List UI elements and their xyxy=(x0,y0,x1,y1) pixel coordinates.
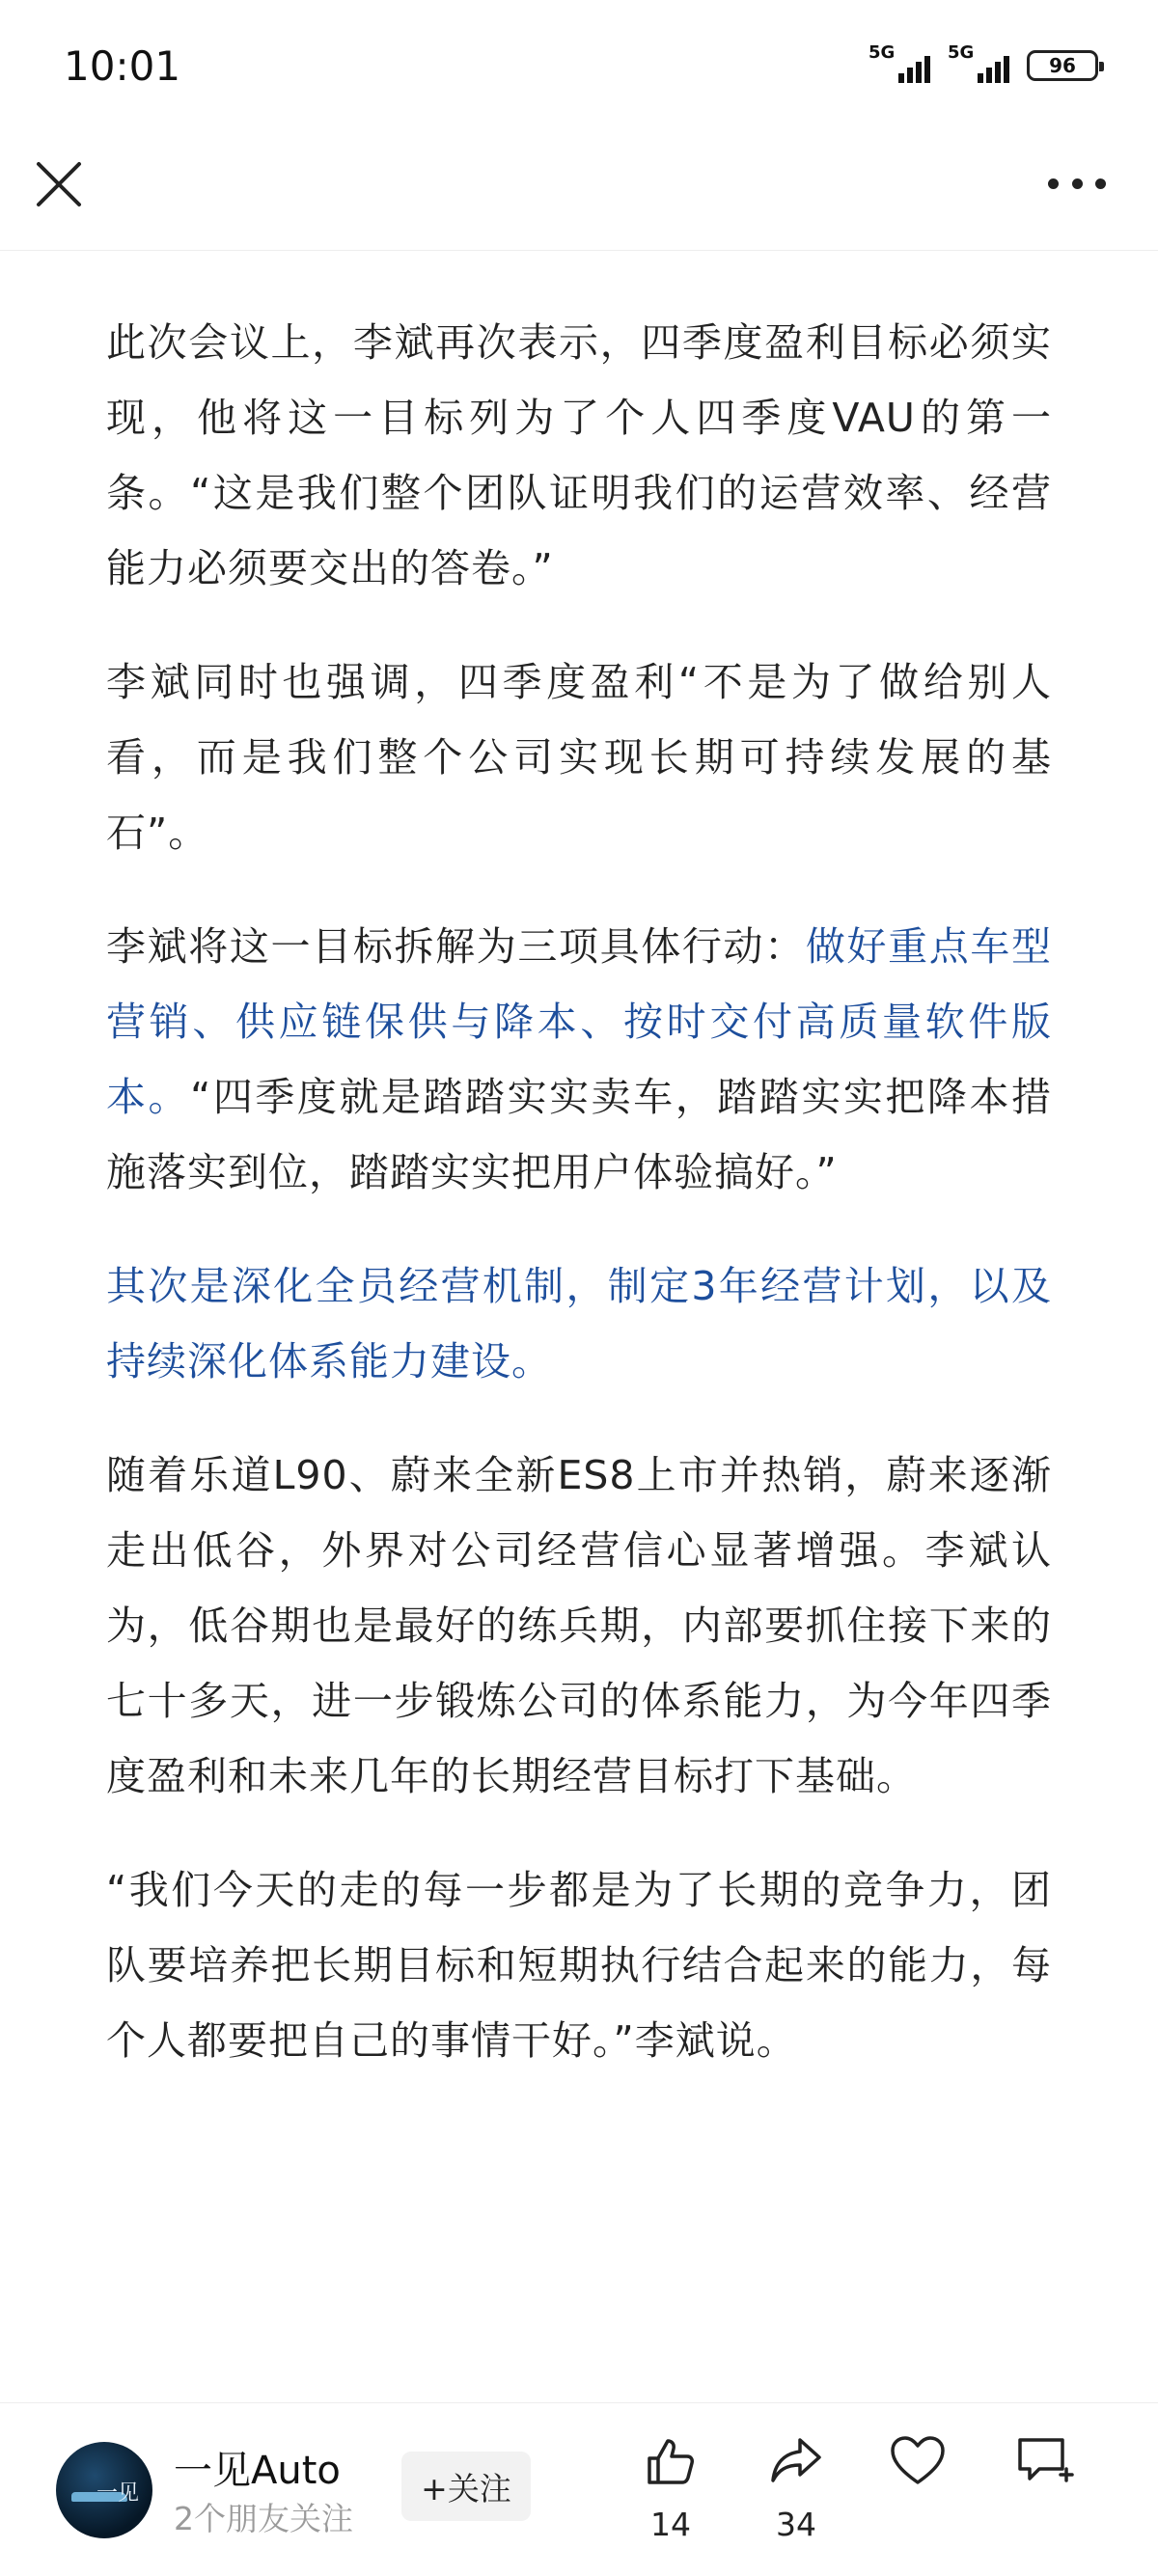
paragraph-3-intro: 李斌将这一目标拆解为三项具体行动： xyxy=(106,923,806,970)
signal-sim2-icon xyxy=(948,42,1009,85)
favorite-button[interactable] xyxy=(874,2432,961,2558)
paragraph-3-highlight: 做好重点车型营销、供应链保供与降本、按时交付高质量软件版本。 xyxy=(106,923,1053,1120)
follow-button[interactable]: +关注 xyxy=(401,2452,531,2521)
sim1-network-label: 5G xyxy=(868,42,896,63)
avatar-text: 一见 xyxy=(96,2481,139,2506)
article-paragraph-6: “我们今天的走的每一步都是为了长期的竞争力，团队要培养把长期目标和短期执行结合起来的能力，每个人都要把自己的事情干好。”李斌说。 xyxy=(106,1867,1052,2064)
author-avatar[interactable] xyxy=(56,2442,152,2538)
share-button[interactable] xyxy=(753,2432,840,2558)
comment-button[interactable] xyxy=(1000,2432,1087,2558)
article-paragraph-5: 随着乐道L90、蔚来全新ES8上市并热销，蔚来逐渐走出低谷，外界对公司经营信心显著增强。李斌认为，低谷期也是最好的练兵期，内部要抓住接下来的七十多天，进一步锻炼公司的体系能力，为今年四季度盈利和未来几年的长期经营目标打下基础。 xyxy=(106,1452,1052,1799)
favorite-count-partial xyxy=(901,2529,940,2558)
status-time: 10:01 xyxy=(64,42,181,90)
battery-level: 96 xyxy=(1049,54,1076,77)
more-dots-icon[interactable] xyxy=(1048,164,1106,203)
status-bar xyxy=(0,0,1158,135)
nav-bar xyxy=(0,135,1158,251)
author-friends-following: 2个朋友关注 xyxy=(174,2500,353,2537)
bottom-action-bar xyxy=(0,2402,1158,2576)
comment-icon xyxy=(1014,2432,1076,2490)
close-icon[interactable] xyxy=(33,158,85,210)
paragraph-3-quote: “四季度就是踏踏实实卖车，踏踏实实把降本措施落实到位，踏踏实实把用户体验搞好。” xyxy=(106,1074,1052,1195)
share-count: 34 xyxy=(776,2506,816,2543)
signal-sim1-icon xyxy=(868,42,930,85)
thumb-up-icon xyxy=(642,2432,700,2490)
like-count: 14 xyxy=(650,2506,691,2543)
article-paragraph-3 xyxy=(106,909,1052,1210)
status-indicators xyxy=(868,42,1098,85)
heart-icon xyxy=(889,2432,947,2490)
article-body xyxy=(106,305,1052,2117)
battery-icon xyxy=(1027,50,1098,81)
article-paragraph-1: 此次会议上，李斌再次表示，四季度盈利目标必须实现，他将这一目标列为了个人四季度VAU的第一条。“这是我们整个团队证明我们的运营效率、经营能力必须要交出的答卷。” xyxy=(106,319,1052,591)
article-paragraph-4-highlight: 其次是深化全员经营机制，制定3年经营计划，以及持续深化体系能力建设。 xyxy=(106,1263,1052,1384)
sim2-network-label: 5G xyxy=(948,42,975,63)
share-icon xyxy=(767,2432,825,2490)
author-name[interactable]: 一见Auto xyxy=(174,2449,341,2493)
like-button[interactable] xyxy=(627,2432,714,2558)
article-paragraph-2: 李斌同时也强调，四季度盈利“不是为了做给别人看，而是我们整个公司实现长期可持续发展的基石”。 xyxy=(106,659,1052,856)
